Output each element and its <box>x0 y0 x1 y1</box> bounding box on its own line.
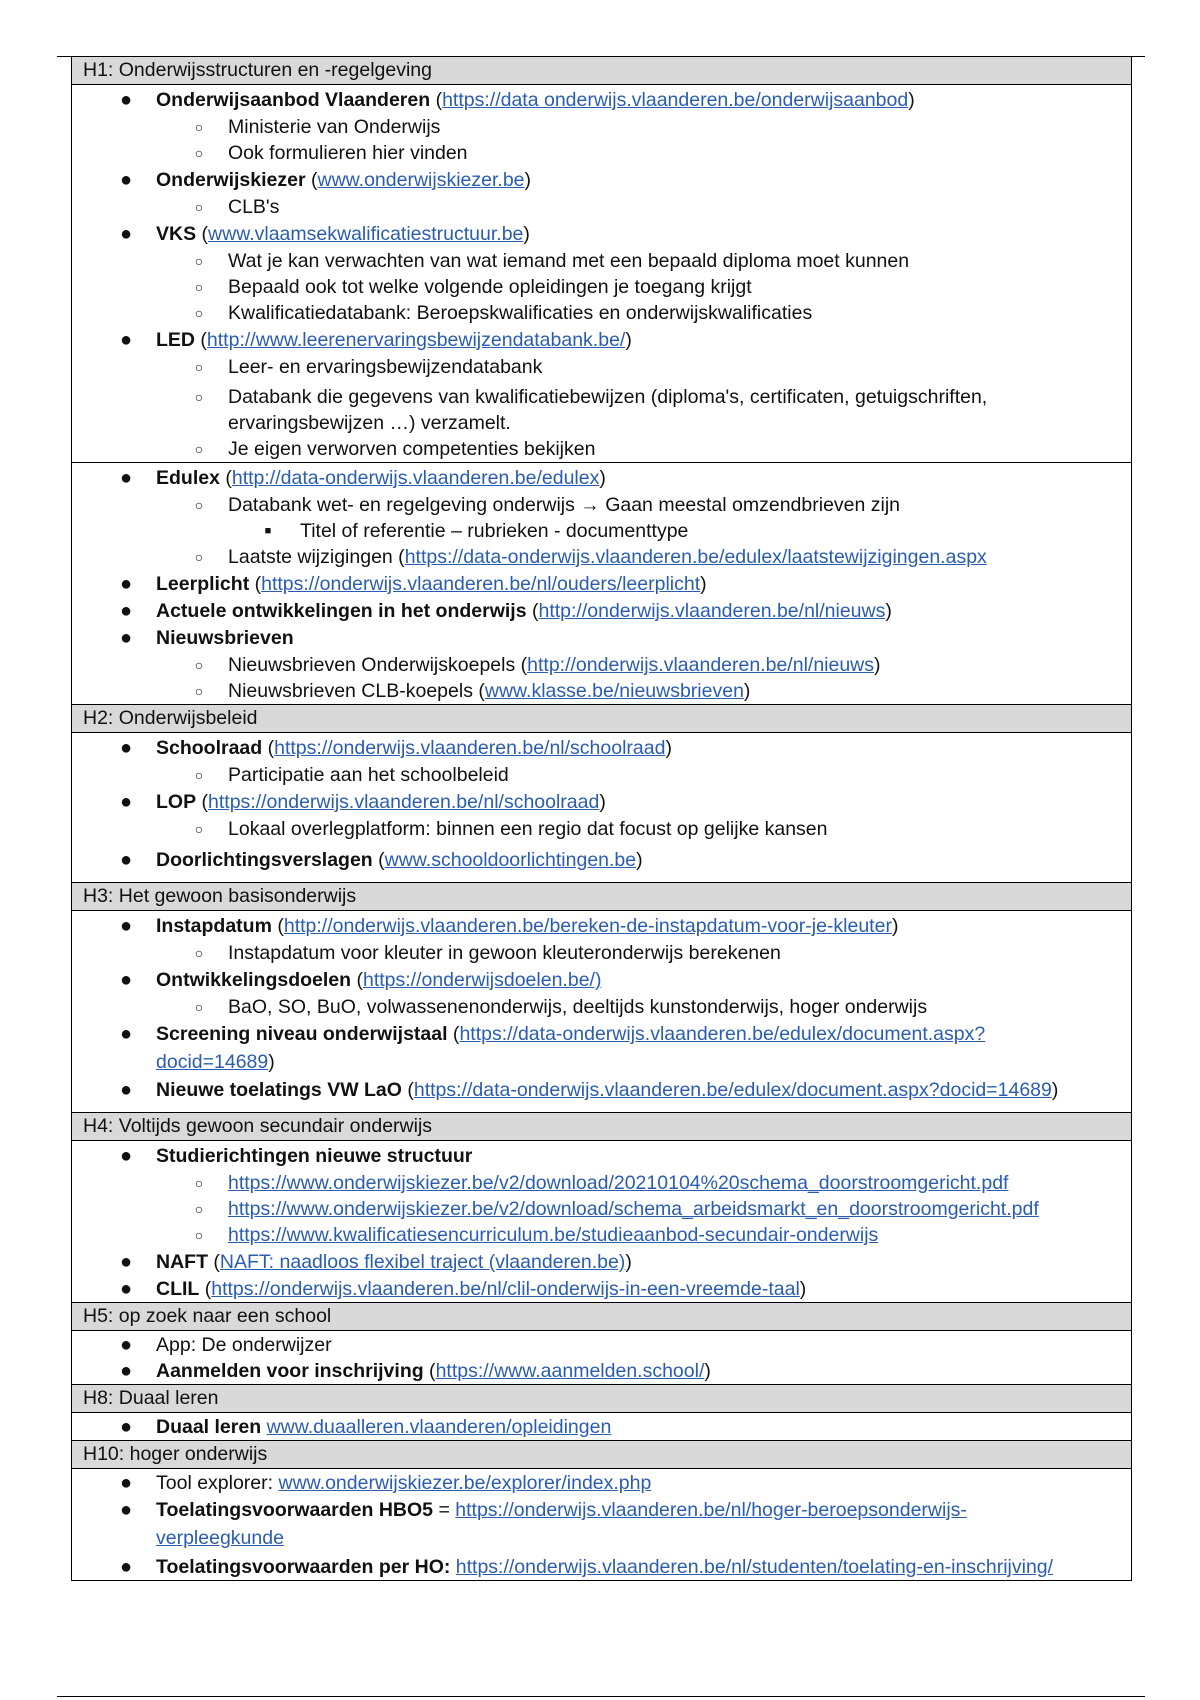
list-item-lop: ● LOP (https://onderwijs.vlaanderen.be/nl/schoolraad) <box>72 788 1131 816</box>
sub-item <box>72 1196 1131 1222</box>
bullet-icon: ● <box>119 329 133 351</box>
circle-bullet-icon: ○ <box>194 145 204 161</box>
section-heading-h3: H3: Het gewoon basisonderwijs <box>72 882 1131 911</box>
nieuwsbrieven-onderwijskoepels-link[interactable]: http://onderwijs.vlaanderen.be/nl/nieuws <box>527 654 875 676</box>
list-item-per-ho: ● Toelatingsvoorwaarden per HO: https://onderwijs.vlaanderen.be/nl/studenten/toelating-en-inschrijving/ <box>72 1554 1131 1580</box>
sub-item: ○ Lokaal overlegplatform: binnen een regio dat focust op gelijke kansen <box>72 816 1131 842</box>
section-h1-block-a <box>72 85 1131 463</box>
onderwijsaanbod-link[interactable]: https://data onderwijs.vlaanderen.be/onderwijsaanbod <box>442 89 909 111</box>
circle-bullet-icon: ○ <box>194 767 204 783</box>
circle-bullet-icon: ○ <box>194 253 204 269</box>
circle-bullet-icon: ○ <box>194 359 204 375</box>
hbo5-link[interactable]: https://onderwijs.vlaanderen.be/nl/hoger-beroepsonderwijs- <box>455 1499 967 1521</box>
sub-item: ○ Participatie aan het schoolbeleid <box>72 762 1131 788</box>
list-item-toelatings: ● Nieuwe toelatings VW LaO (https://data-onderwijs.vlaanderen.be/edulex/document.aspx?docid=14689) <box>72 1076 1131 1104</box>
circle-bullet-icon: ○ <box>194 1227 204 1243</box>
bullet-icon: ● <box>119 1079 133 1101</box>
sub-item: ○ Nieuwsbrieven Onderwijskoepels (http://onderwijs.vlaanderen.be/nl/nieuws) <box>72 652 1131 678</box>
list-item-ontwikkelingsdoelen: ● Ontwikkelingsdoelen (https://onderwijsdoelen.be/) <box>72 966 1131 994</box>
led-link[interactable]: http://www.leerenervaringsbewijzendatabank.be/ <box>206 329 626 351</box>
section-h4-block <box>72 1141 1131 1302</box>
studie-link-3[interactable]: https://www.kwalificatiesencurriculum.be/studieaanbod-secundair-onderwijs <box>228 1224 879 1246</box>
sub-item: ○ Leer- en ervaringsbewijzendatabank <box>72 354 1131 380</box>
bullet-icon: ● <box>119 969 133 991</box>
section-h1-block-b <box>72 463 1131 705</box>
circle-bullet-icon: ○ <box>194 279 204 295</box>
sub-item: ○ CLB's <box>72 194 1131 220</box>
circle-bullet-icon: ○ <box>194 441 204 457</box>
duaal-link[interactable]: www.duaalleren.vlaanderen/opleidingen <box>266 1416 612 1438</box>
list-item-led: ● LED (http://www.leerenervaringsbewijzendatabank.be/) <box>72 326 1131 354</box>
sub-item: ○ Databank die gegevens van kwalificatiebewijzen (diploma's, certificaten, getuigschriften, ervaringsbewijzen …) verzamelt. <box>72 384 1131 436</box>
tool-explorer-link[interactable]: www.onderwijskiezer.be/explorer/index.php <box>278 1472 652 1494</box>
circle-bullet-icon: ○ <box>194 119 204 135</box>
bullet-icon: ● <box>119 169 133 191</box>
sub-item <box>72 1222 1131 1248</box>
bullet-icon: ● <box>119 737 133 759</box>
section-heading-h8: H8: Duaal leren <box>72 1384 1131 1413</box>
section-heading-h5: H5: op zoek naar een school <box>72 1302 1131 1331</box>
instapdatum-link[interactable]: http://onderwijs.vlaanderen.be/bereken-de-instapdatum-voor-je-kleuter <box>283 915 892 937</box>
list-item-instapdatum: ● Instapdatum (http://onderwijs.vlaanderen.be/bereken-de-instapdatum-voor-je-kleuter) <box>72 912 1131 940</box>
clil-link[interactable]: https://onderwijs.vlaanderen.be/nl/clil-onderwijs-in-een-vreemde-taal <box>211 1278 800 1300</box>
naft-link[interactable]: NAFT: naadloos flexibel traject (vlaanderen.be) <box>219 1251 626 1273</box>
sub-sub-item: ■ Titel of referentie – rubrieken - documenttype <box>72 518 1131 544</box>
bullet-icon: ● <box>119 1416 133 1438</box>
section-h3-block <box>72 911 1131 1104</box>
onderwijskiezer-link[interactable]: www.onderwijskiezer.be <box>317 169 525 191</box>
doorlichting-link[interactable]: www.schooldoorlichtingen.be <box>384 849 637 871</box>
item-label: Onderwijsaanbod Vlaanderen <box>156 89 431 111</box>
sub-item: ○ BaO, SO, BuO, volwassenenonderwijs, deeltijds kunstonderwijs, hoger onderwijs <box>72 994 1131 1020</box>
screening-link-cont[interactable]: docid=14689 <box>156 1051 269 1073</box>
leerplicht-link[interactable]: https://onderwijs.vlaanderen.be/nl/ouders/leerplicht <box>261 573 701 595</box>
list-item-nieuwsbrieven: ● Nieuwsbrieven <box>72 624 1131 652</box>
lop-link[interactable]: https://onderwijs.vlaanderen.be/nl/schoolraad <box>208 791 600 813</box>
per-ho-link[interactable]: https://onderwijs.vlaanderen.be/nl/studenten/toelating-en-inschrijving/ <box>455 1556 1054 1578</box>
toelatings-link[interactable]: https://data-onderwijs.vlaanderen.be/edulex/document.aspx?docid=14689 <box>413 1079 1052 1101</box>
section-heading-h10: H10: hoger onderwijs <box>72 1440 1131 1469</box>
bullet-icon: ● <box>119 1278 133 1300</box>
section-heading-h4: H4: Voltijds gewoon secundair onderwijs <box>72 1112 1131 1141</box>
bullet-icon: ● <box>119 1251 133 1273</box>
sub-item <box>72 1170 1131 1196</box>
circle-bullet-icon: ○ <box>194 999 204 1015</box>
circle-bullet-icon: ○ <box>194 821 204 837</box>
sub-item: ○ Wat je kan verwachten van wat iemand met een bepaald diploma moet kunnen <box>72 248 1131 274</box>
list-item-app: ● App: De onderwijzer <box>72 1332 1131 1358</box>
list-item-edulex: ● Edulex (http://data-onderwijs.vlaanderen.be/edulex) <box>72 464 1131 492</box>
sub-item: ○ Ook formulieren hier vinden <box>72 140 1131 166</box>
actueel-link[interactable]: http://onderwijs.vlaanderen.be/nl/nieuws <box>538 600 886 622</box>
section-h8-block <box>72 1413 1131 1440</box>
circle-bullet-icon: ○ <box>194 945 204 961</box>
bottom-rule <box>57 1696 1145 1697</box>
schoolraad-link[interactable]: https://onderwijs.vlaanderen.be/nl/schoolraad <box>274 737 666 759</box>
circle-bullet-icon: ○ <box>194 389 204 405</box>
vks-link[interactable]: www.vlaamsekwalificatiestructuur.be <box>208 223 524 245</box>
section-h5-block <box>72 1331 1131 1384</box>
list-item-leerplicht: ● Leerplicht (https://onderwijs.vlaanderen.be/nl/ouders/leerplicht) <box>72 570 1131 598</box>
resource-table <box>71 56 1132 1581</box>
bullet-icon: ● <box>119 1360 133 1382</box>
circle-bullet-icon: ○ <box>194 549 204 565</box>
list-item-duaal: ● Duaal leren www.duaalleren.vlaanderen/opleidingen <box>72 1414 1131 1440</box>
list-item-vks: ● VKS (www.vlaamsekwalificatiestructuur.be) <box>72 220 1131 248</box>
bullet-icon: ● <box>119 1472 133 1494</box>
bullet-icon: ● <box>119 1145 133 1167</box>
list-item-tool: ● Tool explorer: www.onderwijskiezer.be/explorer/index.php <box>72 1470 1131 1496</box>
aanmelden-link[interactable]: https://www.aanmelden.school/ <box>435 1360 705 1382</box>
sub-item: ○ Databank wet- en regelgeving onderwijs → Gaan meestal omzendbrieven zijn <box>72 492 1131 518</box>
sub-item: ○ Ministerie van Onderwijs <box>72 114 1131 140</box>
list-item-screening: ● Screening niveau onderwijstaal (https://data-onderwijs.vlaanderen.be/edulex/document.aspx? docid=14689) <box>72 1020 1131 1076</box>
bullet-icon: ● <box>119 1023 133 1045</box>
list-item-actueel: ● Actuele ontwikkelingen in het onderwijs (http://onderwijs.vlaanderen.be/nl/nieuws) <box>72 598 1131 624</box>
list-item-doorlichting: ● Doorlichtingsverslagen (www.schooldoorlichtingen.be) <box>72 846 1131 874</box>
list-item-hbo5: ● Toelatingsvoorwaarden HBO5 = https://onderwijs.vlaanderen.be/nl/hoger-beroepsonderwijs- verpleegkunde <box>72 1496 1131 1552</box>
list-item-aanmelden: ● Aanmelden voor inschrijving (https://www.aanmelden.school/) <box>72 1358 1131 1384</box>
laatste-wijzigingen-link[interactable]: https://data-onderwijs.vlaanderen.be/edulex/laatstewijzigingen.aspx <box>404 546 987 568</box>
bullet-icon: ● <box>119 1499 133 1521</box>
bullet-icon: ● <box>119 915 133 937</box>
section-h10-block <box>72 1469 1131 1581</box>
bullet-icon: ● <box>119 627 133 649</box>
list-item-onderwijsaanbod: ● Onderwijsaanbod Vlaanderen (https://data onderwijs.vlaanderen.be/onderwijsaanbod) <box>72 86 1131 114</box>
bullet-icon: ● <box>119 600 133 622</box>
sub-item: ○ Bepaald ook tot welke volgende opleidingen je toegang krijgt <box>72 274 1131 300</box>
bullet-icon: ● <box>119 849 133 871</box>
bullet-icon: ● <box>119 1334 133 1356</box>
list-item-naft: ● NAFT (NAFT: naadloos flexibel traject (vlaanderen.be)) <box>72 1248 1131 1276</box>
hbo5-link-cont[interactable]: verpleegkunde <box>156 1527 284 1549</box>
sub-item: ○ Kwalificatiedatabank: Beroepskwalificaties en onderwijskwalificaties <box>72 300 1131 326</box>
list-item-clil: ● CLIL (https://onderwijs.vlaanderen.be/nl/clil-onderwijs-in-een-vreemde-taal) <box>72 1276 1131 1302</box>
circle-bullet-icon: ○ <box>194 1175 204 1191</box>
list-item-schoolraad: ● Schoolraad (https://onderwijs.vlaanderen.be/nl/schoolraad) <box>72 734 1131 762</box>
list-item-studierichtingen: ● Studierichtingen nieuwe structuur <box>72 1142 1131 1170</box>
circle-bullet-icon: ○ <box>194 1201 204 1217</box>
bullet-icon: ● <box>119 467 133 489</box>
list-item-onderwijskiezer: ● Onderwijskiezer (www.onderwijskiezer.be) <box>72 166 1131 194</box>
studie-link-2[interactable]: https://www.onderwijskiezer.be/v2/download/schema_arbeidsmarkt_en_doorstroomgericht.pdf <box>228 1198 1039 1220</box>
circle-bullet-icon: ○ <box>194 497 204 513</box>
circle-bullet-icon: ○ <box>194 199 204 215</box>
sub-item: ○ Nieuwsbrieven CLB-koepels (www.klasse.be/nieuwsbrieven) <box>72 678 1131 704</box>
sub-item: ○ Instapdatum voor kleuter in gewoon kleuteronderwijs berekenen <box>72 940 1131 966</box>
section-heading-h2: H2: Onderwijsbeleid <box>72 705 1131 733</box>
bullet-icon: ● <box>119 223 133 245</box>
bullet-icon: ● <box>119 791 133 813</box>
bullet-icon: ● <box>119 573 133 595</box>
circle-bullet-icon: ○ <box>194 305 204 321</box>
screening-link[interactable]: https://data-onderwijs.vlaanderen.be/edulex/document.aspx? <box>459 1023 986 1045</box>
studie-link-1[interactable]: https://www.onderwijskiezer.be/v2/download/20210104%20schema_doorstroomgericht.pdf <box>228 1172 1009 1194</box>
ontwikkelingsdoelen-link[interactable]: https://onderwijsdoelen.be/) <box>362 969 602 991</box>
nieuwsbrieven-clb-link[interactable]: www.klasse.be/nieuwsbrieven <box>484 680 744 702</box>
section-heading-h1: H1: Onderwijsstructuren en -regelgeving <box>72 56 1131 85</box>
square-bullet-icon: ■ <box>264 525 272 537</box>
bullet-icon: ● <box>119 1556 133 1578</box>
section-h2-block <box>72 733 1131 874</box>
sub-item: ○ Je eigen verworven competenties bekijken <box>72 436 1131 462</box>
edulex-link[interactable]: http://data-onderwijs.vlaanderen.be/edulex <box>231 467 600 489</box>
circle-bullet-icon: ○ <box>194 657 204 673</box>
bullet-icon: ● <box>119 89 133 111</box>
circle-bullet-icon: ○ <box>194 683 204 699</box>
sub-item: ○ Laatste wijzigingen (https://data-onderwijs.vlaanderen.be/edulex/laatstewijzigingen.aspx <box>72 544 1131 570</box>
